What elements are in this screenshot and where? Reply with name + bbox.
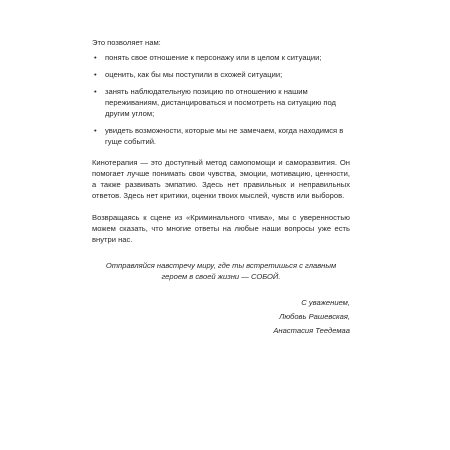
- list-item: [92, 125, 350, 147]
- bullet-icon: •: [94, 126, 97, 135]
- list-item-text: увидеть возможности, которые мы не замечаем, когда находимся в гуще событий.: [105, 126, 344, 146]
- bullet-icon: •: [94, 53, 97, 62]
- signature-block: [92, 296, 350, 338]
- motto-quote: Отправляйся навстречу миру, где ты встретишься с главным героем в своей жизни — СОБОЙ.: [105, 261, 337, 281]
- paragraph-cinema-therapy: Кинотерапия — это доступный метод самопомощи и саморазвития. Он помогает лучше понимать свои чувства, эмоции, мотивацию, ценности, а также развивать эмпатию. Здесь нет правильных и неправильных ответов. Здесь нет критики, оценки твоих мыслей, чувств или выборов.: [92, 158, 350, 200]
- list-item: [92, 69, 350, 80]
- list-item-text: занять наблюдательную позицию по отношению к нашим переживаниям, дистанцироваться и посмотреть на ситуацию под другим углом;: [105, 87, 336, 118]
- list-item: [92, 52, 350, 63]
- signature-author-1: Любовь Рашевская,: [279, 312, 350, 321]
- page-content: [92, 37, 350, 338]
- bullet-icon: •: [94, 70, 97, 79]
- benefits-list: [92, 52, 350, 147]
- signature-closing: С уважением,: [301, 298, 350, 307]
- intro-text: Это позволяет нам:: [92, 38, 161, 47]
- list-item-text: оценить, как бы мы поступили в схожей ситуации;: [105, 70, 283, 79]
- list-item: [92, 86, 350, 119]
- signature-author-2: Анастасия Теедемаа: [273, 326, 350, 335]
- paragraph-pulp-fiction: Возвращаясь к сцене из «Криминального чтива», мы с уверенностью можем сказать, что многие ответы на любые наши вопросы уже есть внутри нас.: [92, 213, 350, 244]
- bullet-icon: •: [94, 87, 97, 96]
- list-item-text: понять свое отношение к персонажу или в целом к ситуации;: [105, 53, 322, 62]
